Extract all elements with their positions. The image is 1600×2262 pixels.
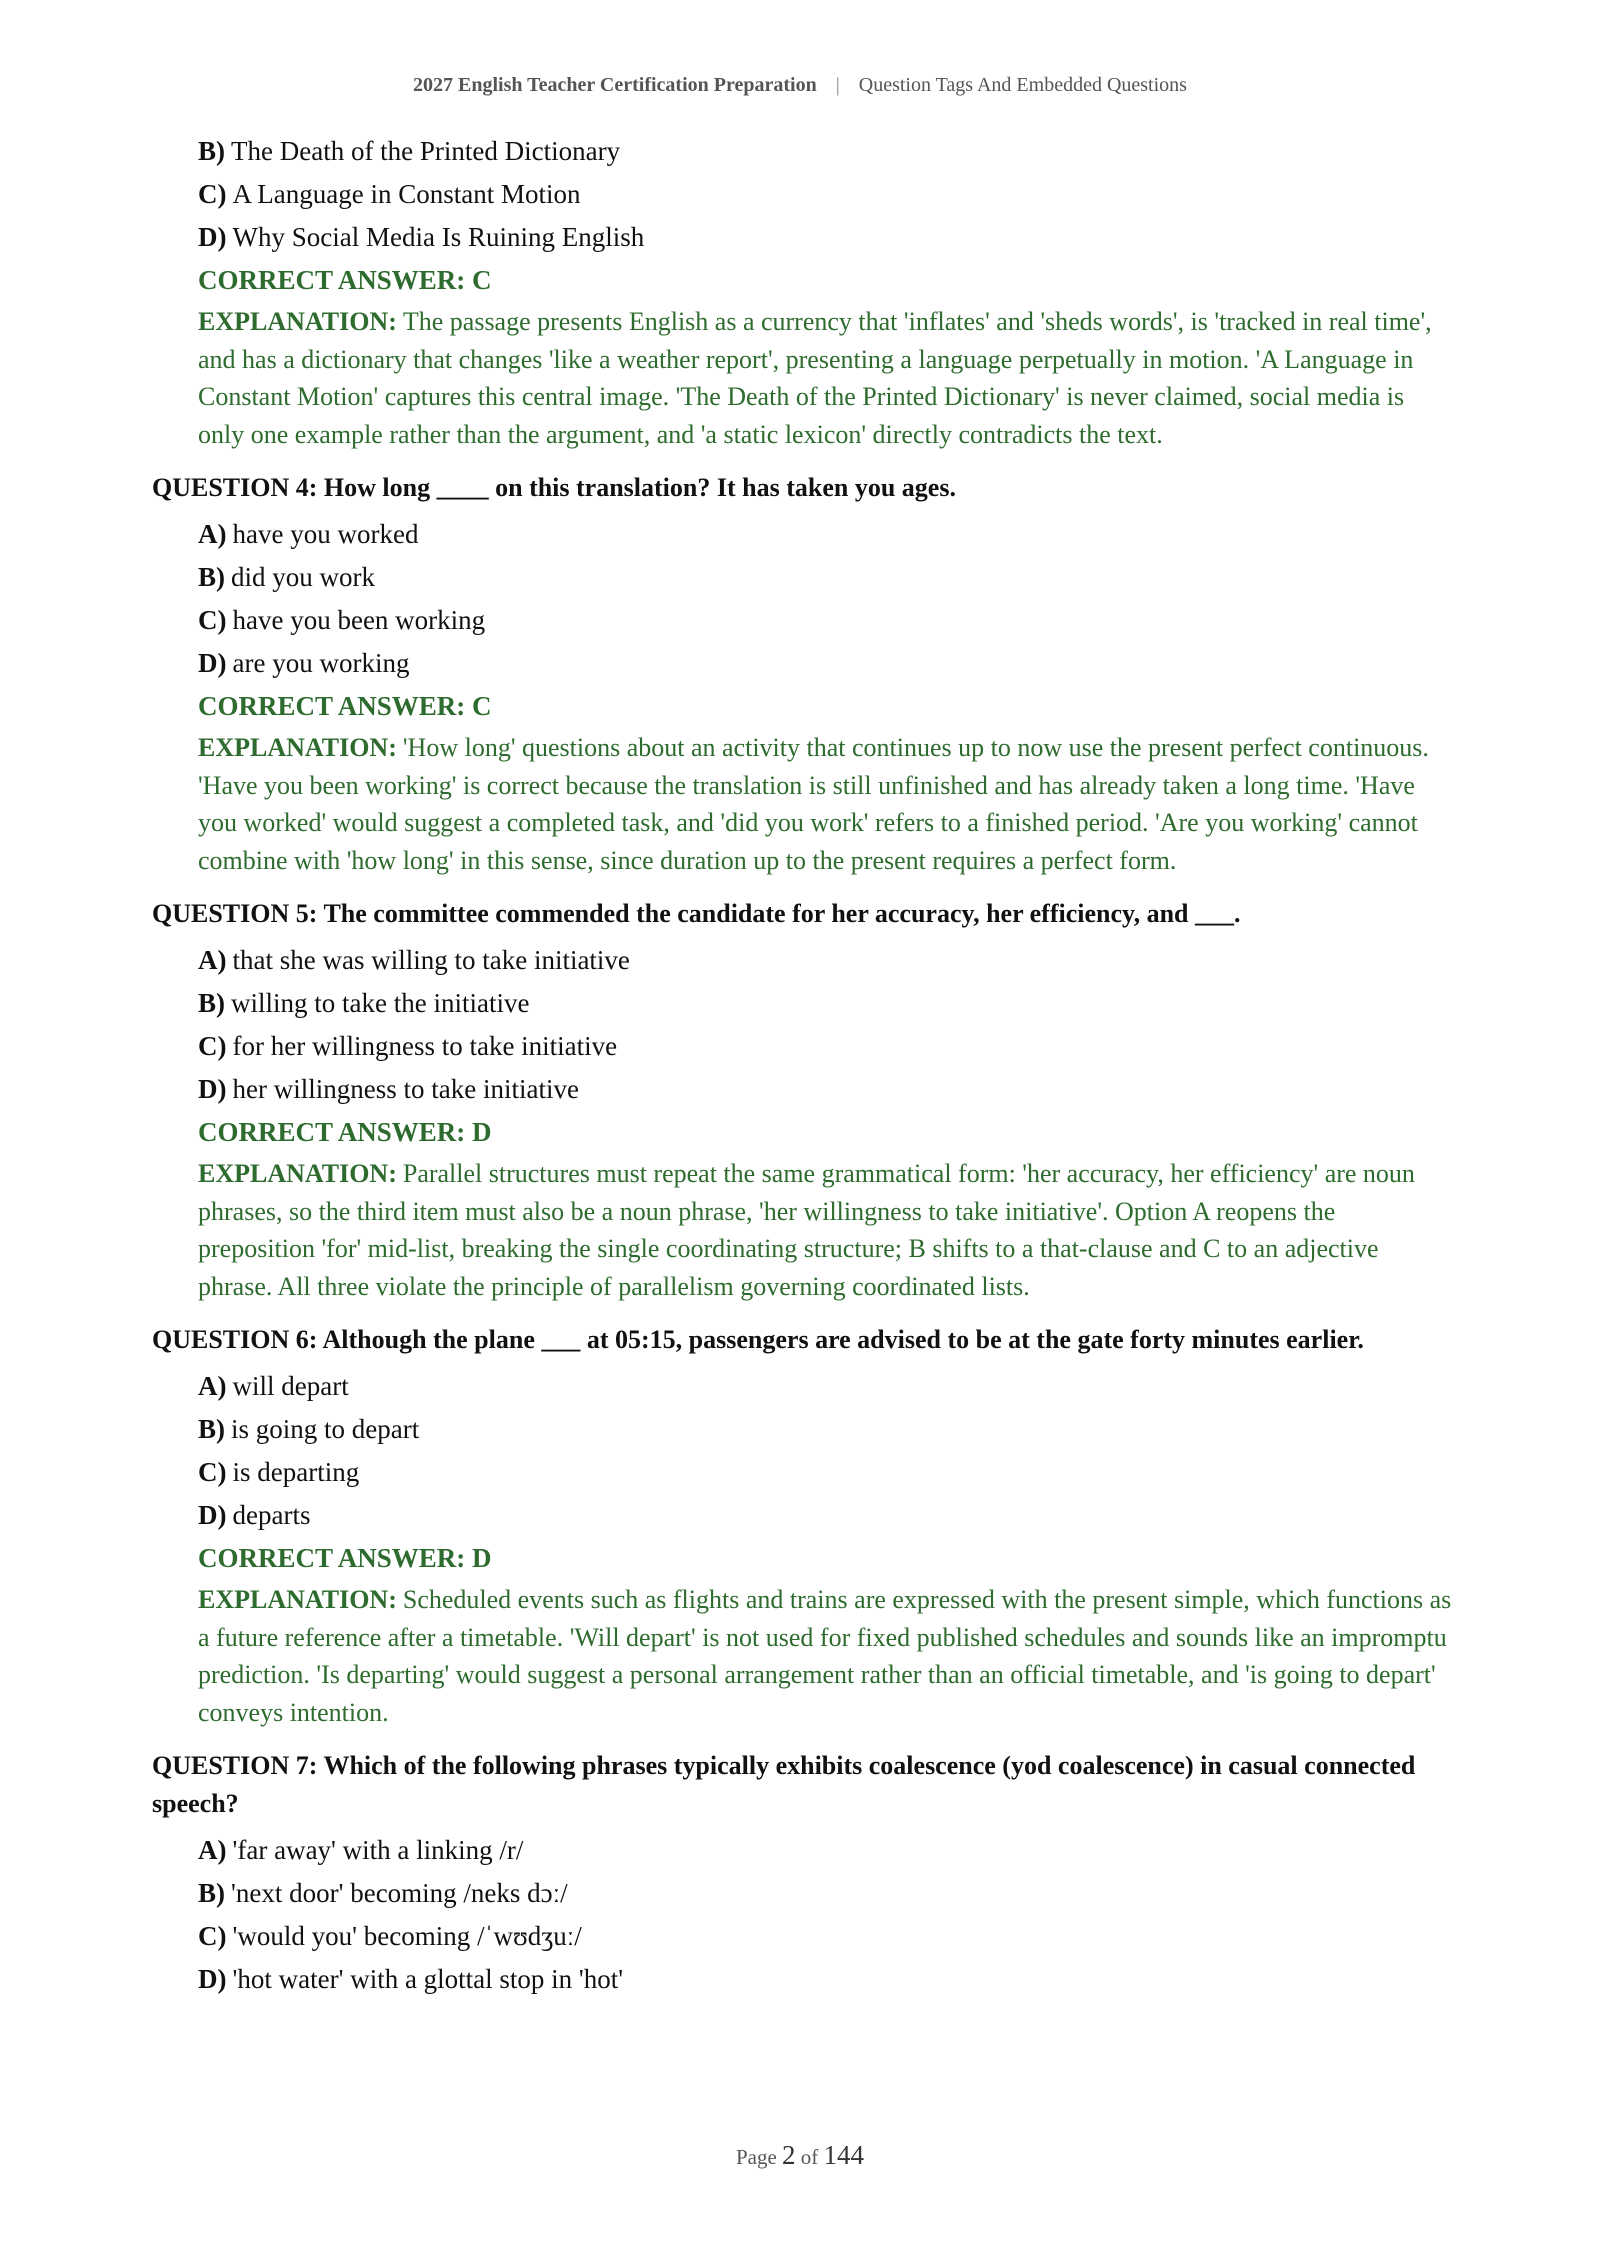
question-block — [152, 1321, 1452, 1731]
question-block — [152, 1747, 1452, 2001]
option-text: 'would you' becoming /ˈwʊdʒuː/ — [232, 1921, 582, 1951]
total-pages: 144 — [823, 2140, 865, 2170]
answer-option — [198, 1068, 1452, 1111]
option-text: 'next door' becoming /neks dɔː/ — [231, 1878, 568, 1908]
option-letter: C) — [198, 1921, 227, 1951]
option-text: willing to take the initiative — [231, 988, 530, 1018]
option-letter: A) — [198, 945, 227, 975]
answer-options — [198, 939, 1452, 1111]
option-letter: B) — [198, 1878, 225, 1908]
question-stem: QUESTION 7: Which of the following phrases typically exhibits coalescence (yod coalescence) in casual connected speech? — [152, 1751, 1416, 1818]
explanation — [198, 1155, 1452, 1305]
explanation — [198, 729, 1452, 879]
option-text: for her willingness to take initiative — [232, 1031, 618, 1061]
document-title: 2027 English Teacher Certification Preparation — [413, 74, 817, 96]
option-text: Why Social Media Is Ruining English — [232, 222, 645, 252]
option-text: have you been working — [232, 605, 486, 635]
answer-option — [198, 599, 1452, 642]
option-letter: B) — [198, 562, 225, 592]
page-header — [0, 74, 1600, 97]
option-letter: C) — [198, 179, 227, 209]
option-letter: C) — [198, 1031, 227, 1061]
answer-options — [198, 130, 1452, 259]
option-text: The Death of the Printed Dictionary — [231, 136, 621, 166]
of-word: of — [800, 2145, 819, 2169]
page-number: 2 — [782, 2140, 796, 2170]
correct-answer: CORRECT ANSWER: C — [198, 691, 492, 721]
option-letter: D) — [198, 1500, 227, 1530]
option-letter: C) — [198, 605, 227, 635]
answer-options — [198, 1829, 1452, 2001]
option-letter: D) — [198, 222, 227, 252]
answer-option — [198, 1915, 1452, 1958]
answer-option — [198, 1408, 1452, 1451]
option-text: departs — [232, 1500, 311, 1530]
explanation-text: 'How long' questions about an activity that continues up to now use the present perfect continuous. 'Have you been working' is correct because the translation is still unfinished and has already taken a long time. 'Have you worked' would suggest a completed task, and 'did you work' refers to a finished period. 'Are you working' cannot combine with 'how long' in this sense, since duration up to the present requires a perfect form. — [198, 733, 1429, 875]
answer-option — [198, 1872, 1452, 1915]
option-letter: A) — [198, 519, 227, 549]
explanation-text: Scheduled events such as flights and trains are expressed with the present simple, which functions as a future reference after a timetable. 'Will depart' is not used for fixed published schedules and sounds like an impromptu prediction. 'Is departing' would suggest a personal arrangement rather than an official timetable, and 'is going to depart' conveys intention. — [198, 1585, 1452, 1727]
answer-option — [198, 1958, 1452, 2001]
answer-options — [198, 1365, 1452, 1537]
option-letter: B) — [198, 1414, 225, 1444]
option-text: did you work — [231, 562, 375, 592]
question-block — [152, 469, 1452, 879]
header-separator: | — [835, 74, 840, 96]
page-footer — [0, 2140, 1600, 2171]
answer-option — [198, 513, 1452, 556]
question-block — [152, 895, 1452, 1305]
answer-option — [198, 1451, 1452, 1494]
option-letter: B) — [198, 136, 225, 166]
page-word: Page — [735, 2145, 777, 2169]
explanation-label: EXPLANATION: — [198, 1585, 397, 1614]
option-letter: D) — [198, 648, 227, 678]
option-text: have you worked — [232, 519, 419, 549]
option-text: are you working — [232, 648, 410, 678]
question-block — [152, 130, 1452, 453]
option-text: her willingness to take initiative — [232, 1074, 579, 1104]
option-letter: A) — [198, 1371, 227, 1401]
option-text: 'hot water' with a glottal stop in 'hot' — [232, 1964, 624, 1994]
option-letter: A) — [198, 1835, 227, 1865]
answer-option — [198, 1365, 1452, 1408]
correct-answer: CORRECT ANSWER: D — [198, 1117, 492, 1147]
section-title: Question Tags And Embedded Questions — [858, 74, 1187, 96]
option-letter: D) — [198, 1074, 227, 1104]
answer-option — [198, 1829, 1452, 1872]
answer-option — [198, 642, 1452, 685]
question-stem: QUESTION 5: The committee commended the candidate for her accuracy, her efficiency, and ___. — [152, 899, 1241, 928]
answer-option — [198, 216, 1452, 259]
explanation-text: Parallel structures must repeat the same grammatical form: 'her accuracy, her efficiency' are noun phrases, so the third item must also be a noun phrase, 'her willingness to take initiative'. Option A reopens the preposition 'for' mid-list, breaking the single coordinating structure; B shifts to a that-clause and C to an adjective phrase. All three violate the principle of parallelism governing coordinated lists. — [198, 1159, 1415, 1301]
answer-option — [198, 130, 1452, 173]
page-content — [152, 130, 1452, 2001]
explanation — [198, 303, 1452, 453]
explanation — [198, 1581, 1452, 1731]
option-letter: C) — [198, 1457, 227, 1487]
answer-option — [198, 173, 1452, 216]
option-letter: B) — [198, 988, 225, 1018]
option-text: will depart — [232, 1371, 349, 1401]
option-text: A Language in Constant Motion — [232, 179, 581, 209]
explanation-label: EXPLANATION: — [198, 1159, 397, 1188]
answer-option — [198, 982, 1452, 1025]
option-text: is going to depart — [231, 1414, 420, 1444]
answer-options — [198, 513, 1452, 685]
answer-option — [198, 939, 1452, 982]
option-letter: D) — [198, 1964, 227, 1994]
explanation-text: The passage presents English as a currency that 'inflates' and 'sheds words', is 'tracked in real time', and has a dictionary that changes 'like a weather report', presenting a language perpetually in motion. 'A Language in Constant Motion' captures this central image. 'The Death of the Printed Dictionary' is never claimed, social media is only one example rather than the argument, and 'a static lexicon' directly contradicts the text. — [198, 307, 1432, 449]
correct-answer: CORRECT ANSWER: D — [198, 1543, 492, 1573]
correct-answer: CORRECT ANSWER: C — [198, 265, 492, 295]
option-text: is departing — [232, 1457, 360, 1487]
answer-option — [198, 1025, 1452, 1068]
question-stem: QUESTION 4: How long ____ on this translation? It has taken you ages. — [152, 473, 956, 502]
explanation-label: EXPLANATION: — [198, 733, 397, 762]
question-stem: QUESTION 6: Although the plane ___ at 05:15, passengers are advised to be at the gate forty minutes earlier. — [152, 1325, 1364, 1354]
answer-option — [198, 1494, 1452, 1537]
option-text: 'far away' with a linking /r/ — [232, 1835, 524, 1865]
option-text: that she was willing to take initiative — [232, 945, 630, 975]
explanation-label: EXPLANATION: — [198, 307, 397, 336]
answer-option — [198, 556, 1452, 599]
